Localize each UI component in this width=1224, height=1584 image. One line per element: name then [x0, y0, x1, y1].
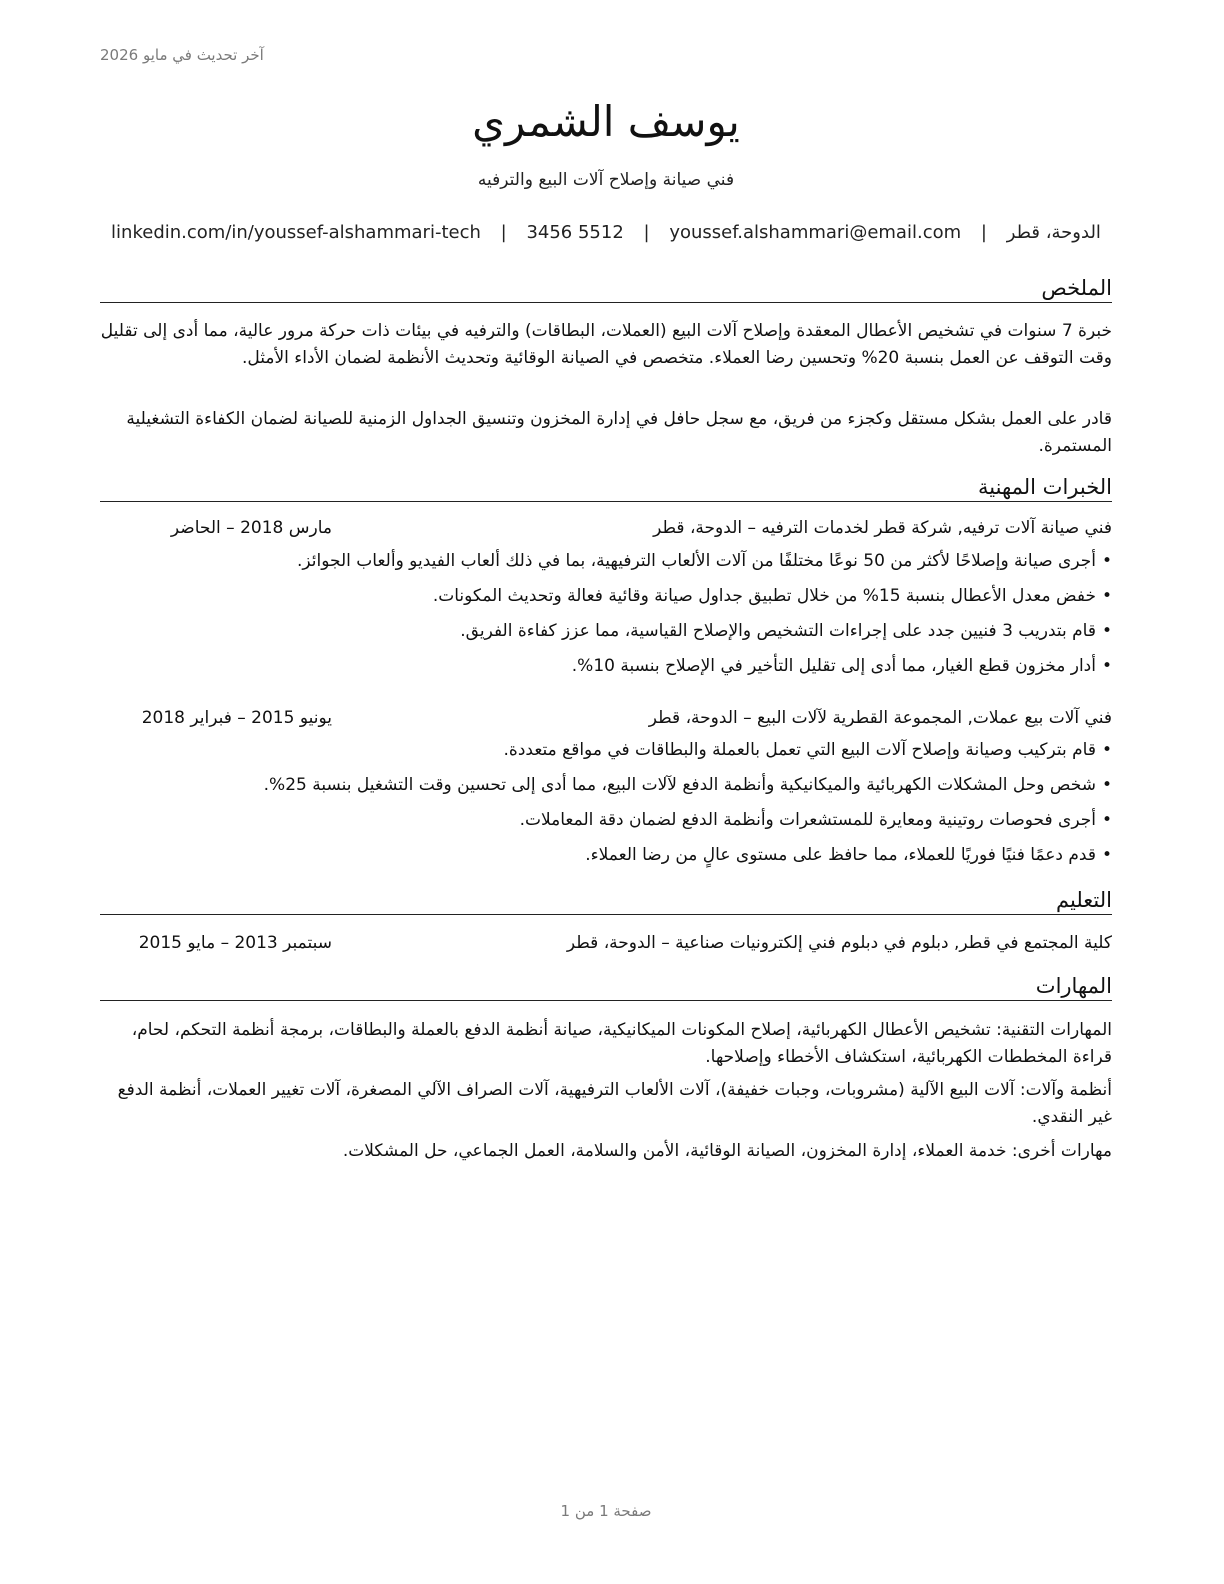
experience-heading: الخبرات المهنية — [100, 475, 1112, 502]
resume-page — [100, 0, 1112, 1584]
job-header — [100, 708, 1112, 732]
summary-heading: الملخص — [100, 276, 1112, 303]
separator: | — [500, 222, 507, 243]
location: الدوحة، قطر — [1006, 222, 1101, 243]
linkedin-link[interactable]: linkedin.com/in/youssef-alshammari-tech — [111, 222, 481, 243]
skills-systems: أنظمة وآلات: آلات البيع الآلية (مشروبات، وجبات خفيفة)، آلات الألعاب الترفيهية، آلات الصراف الآلي المصغرة، آلات تغيير العملات، أنظمة الدفع غير النقدي. — [117, 1080, 1112, 1127]
education-entry — [100, 933, 1112, 957]
summary-paragraph-2: قادر على العمل بشكل مستقل وكجزء من فريق، مع سجل حافل في إدارة المخزون وتنسيق الجداول الزمنية للصيانة لضمان الكفاءة التشغيلية المستمرة. — [126, 409, 1112, 456]
education-dates: سبتمبر 2013 – مايو 2015 — [138, 933, 332, 953]
job-bullet: •أدار مخزون قطع الغيار، مما أدى إلى تقليل التأخير في الإصلاح بنسبة 10%. — [571, 656, 1112, 676]
skills-technical: المهارات التقنية: تشخيص الأعطال الكهربائية، إصلاح المكونات الميكانيكية، صيانة أنظمة الدفع بالعملة والبطاقات، برمجة أنظمة التحكم، لحام، قراءة المخططات الكهربائية، استكشاف الأخطاء وإصلاحها. — [131, 1020, 1112, 1067]
job-title: فني آلات بيع عملات, المجموعة القطرية لآلات البيع – الدوحة، قطر — [648, 708, 1112, 728]
candidate-name: يوسف الشمري — [472, 97, 740, 146]
job-subtitle: فني صيانة وإصلاح آلات البيع والترفيه — [477, 170, 735, 190]
job-dates: يونيو 2015 – فبراير 2018 — [141, 708, 332, 728]
job-dates: مارس 2018 – الحاضر — [170, 518, 332, 538]
job-header — [100, 518, 1112, 542]
separator: | — [980, 222, 987, 243]
job-bullet: •قام بتركيب وصيانة وإصلاح آلات البيع التي تعمل بالعملة والبطاقات في مواقع متعددة. — [503, 740, 1112, 760]
job-title: فني صيانة آلات ترفيه, شركة قطر لخدمات الترفيه – الدوحة، قطر — [653, 518, 1112, 538]
education-title: كلية المجتمع في قطر, دبلوم في دبلوم فني إلكترونيات صناعية – الدوحة، قطر — [566, 933, 1112, 953]
contact-line — [100, 222, 1112, 243]
skills-heading: المهارات — [100, 974, 1112, 1001]
education-heading: التعليم — [100, 888, 1112, 915]
job-bullet: •خفض معدل الأعطال بنسبة 15% من خلال تطبيق جداول صيانة وقائية فعالة وتحديث المكونات. — [432, 586, 1112, 606]
job-bullet: •أجرى صيانة وإصلاحًا لأكثر من 50 نوعًا مختلفًا من آلات الألعاب الترفيهية، بما في ذلك ألعاب الفيديو وألعاب الجوائز. — [296, 551, 1112, 571]
page-number: صفحة 1 من 1 — [560, 1502, 652, 1520]
job-bullet: •قدم دعمًا فنيًا فوريًا للعملاء، مما حافظ على مستوى عالٍ من رضا العملاء. — [585, 845, 1112, 865]
job-bullet: •قام بتدريب 3 فنيين جدد على إجراءات التشخيص والإصلاح القياسية، مما عزز كفاءة الفريق. — [460, 621, 1112, 641]
job-bullet: •أجرى فحوصات روتينية ومعايرة للمستشعرات وأنظمة الدفع لضمان دقة المعاملات. — [519, 810, 1112, 830]
last-updated: آخر تحديث في مايو 2026 — [100, 46, 264, 64]
skills-other: مهارات أخرى: خدمة العملاء، إدارة المخزون، الصيانة الوقائية، الأمن والسلامة، العمل الجماعي، حل المشكلات. — [342, 1141, 1112, 1161]
phone-number: 3456 5512 — [526, 222, 624, 243]
job-bullet: •شخص وحل المشكلات الكهربائية والميكانيكية وأنظمة الدفع لآلات البيع، مما أدى إلى تحسين وقت التشغيل بنسبة 25%. — [263, 775, 1112, 795]
separator: | — [643, 222, 650, 243]
email-link[interactable]: youssef.alshammari@email.com — [669, 222, 962, 243]
summary-paragraph-1: خبرة 7 سنوات في تشخيص الأعطال المعقدة وإصلاح آلات البيع (العملات، البطاقات) والترفيه في بيئات ذات حركة مرور عالية، مما أدى إلى تقليل وقت التوقف عن العمل بنسبة 20% وتحسين رضا العملاء. متخصص في الصيانة الوقائية وتحديث الأنظمة لضمان الأداء الأمثل. — [100, 321, 1112, 368]
